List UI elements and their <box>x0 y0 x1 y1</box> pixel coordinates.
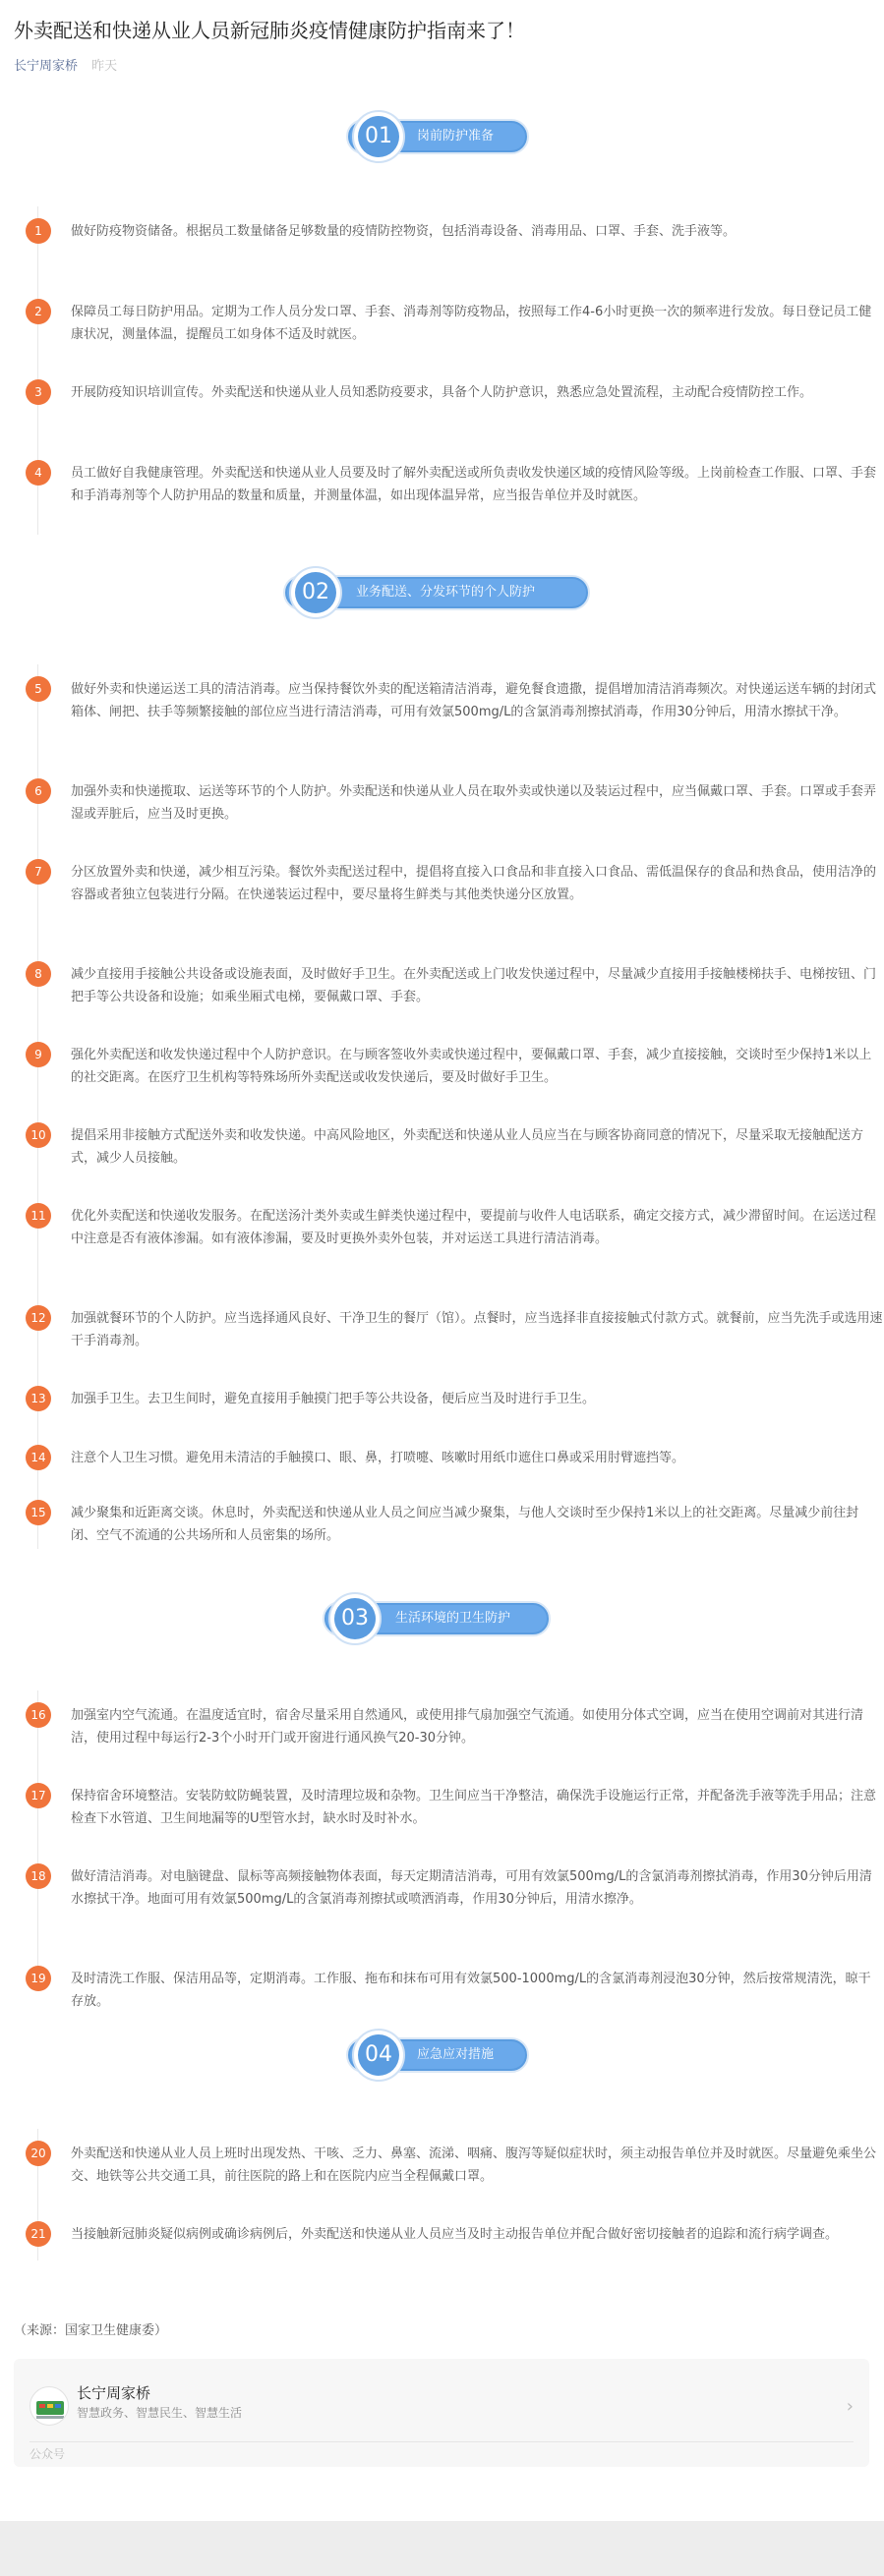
item-number-badge: 19 <box>26 1966 51 1991</box>
item-number-badge: 14 <box>26 1445 51 1470</box>
item-text: 外卖配送和快递从业人员上班时出现发热、干咳、乏力、鼻塞、流涕、咽痛、腹泻等疑似症状时，须主动报告单位并及时就医。尽量避免乘坐公交、地铁等公共交通工具，前往医院的路上和在医院内应当全程佩戴口罩。 <box>71 2147 877 2184</box>
section-title: 岗前防护准备 <box>417 129 495 143</box>
item-number-badge: 13 <box>26 1386 51 1411</box>
item-text: 做好防疫物资储备。根据员工数量储备足够数量的疫情防控物资，包括消毒设备、消毒用品、口罩、手套、洗手液等。 <box>71 224 737 239</box>
item-text: 当接触新冠肺炎疑似病例或确诊病例后，外卖配送和快递从业人员应当及时主动报告单位并配合做好密切接触者的追踪和流行病学调查。 <box>71 2227 839 2242</box>
account-logo-icon <box>29 2386 69 2426</box>
item-text: 减少直接用手接触公共设备或设施表面，及时做好手卫生。在外卖配送或上门收发快递过程中，尽量减少直接用手接触楼梯扶手、电梯按钮、门把手等公共设备和设施；如乘坐厢式电梯，要佩戴口罩、手套。 <box>71 967 877 1004</box>
item-number-badge: 6 <box>26 778 51 804</box>
item-number-badge: 12 <box>26 1305 51 1331</box>
section-title: 生活环境的卫生防护 <box>395 1611 511 1626</box>
item-text: 注意个人卫生习惯。避免用未清洁的手触摸口、眼、鼻，打喷嚏、咳嗽时用纸巾遮住口鼻或采用肘臂遮挡等。 <box>71 1451 685 1465</box>
item-text: 减少聚集和近距离交谈。休息时，外卖配送和快递从业人员之间应当减少聚集，与他人交谈时至少保持1米以上的社交距离。尽量减少前往封闭、空气不流通的公共场所和人员密集的场所。 <box>71 1506 859 1543</box>
item-number-badge: 3 <box>26 379 51 405</box>
section-title: 业务配送、分发环节的个人防护 <box>356 585 536 600</box>
item-number-badge: 4 <box>26 460 51 486</box>
card-account-name: 长宁周家桥 <box>77 2384 151 2402</box>
section-number-badge: 02 <box>289 566 342 619</box>
item-text: 加强就餐环节的个人防护。应当选择通风良好、干净卫生的餐厅（馆）。点餐时，应当选择非直接接触式付款方式。就餐前，应当先洗手或选用速干手消毒剂。 <box>71 1311 883 1348</box>
section-title: 应急应对措施 <box>417 2047 495 2062</box>
item-number-badge: 1 <box>26 218 51 244</box>
item-text: 及时清洗工作服、保洁用品等，定期消毒。工作服、拖布和抹布可用有效氯500-1000mg/L的含氯消毒剂浸泡30分钟，然后按常规清洗，晾干存放。 <box>71 1972 871 2009</box>
item-number-badge: 7 <box>26 859 51 885</box>
item-text: 加强室内空气流通。在温度适宜时，宿舍尽量采用自然通风，或使用排气扇加强空气流通。如使用分体式空调，应当在使用空调前对其进行清洁，使用过程中每运行2-3个小时开门或开窗进行通风换气20-30分钟。 <box>71 1708 864 1746</box>
section-number-badge: 01 <box>352 110 405 163</box>
item-text: 加强手卫生。去卫生间时，避免直接用手触摸门把手等公共设备，便后应当及时进行手卫生。 <box>71 1392 596 1406</box>
section-header-1 <box>0 110 884 163</box>
item-number-badge: 15 <box>26 1500 51 1525</box>
item-text: 优化外卖配送和快递收发服务。在配送汤汁类外卖或生鲜类快递过程中，要提前与收件人电话联系，确定交接方式，减少滞留时间。在运送过程中注意是否有液体渗漏。如有液体渗漏，要及时更换外卖外包装，并对运送工具进行清洁消毒。 <box>71 1209 877 1246</box>
item-number-badge: 18 <box>26 1863 51 1889</box>
section-header-3 <box>0 1592 884 1645</box>
item-text: 保持宿舍环境整洁。安装防蚊防蝇装置，及时清理垃圾和杂物。卫生间应当干净整洁，确保洗手设施运行正常，并配备洗手液等洗手用品；注意检查下水管道、卫生间地漏等的U型管水封，缺水时及时补水。 <box>71 1789 877 1826</box>
item-number-badge: 10 <box>26 1122 51 1148</box>
item-number-badge: 9 <box>26 1042 51 1067</box>
item-text: 保障员工每日防护用品。定期为工作人员分发口罩、手套、消毒剂等防疫物品，按照每工作4-6小时更换一次的频率进行发放。每日登记员工健康状况，测量体温，提醒员工如身体不适及时就医。 <box>71 305 872 342</box>
source-note: （来源：国家卫生健康委） <box>14 2323 168 2338</box>
item-text: 强化外卖配送和收发快递过程中个人防护意识。在与顾客签收外卖或快递过程中，要佩戴口罩、手套，减少直接接触，交谈时至少保持1米以上的社交距离。在医疗卫生机构等特殊场所外卖配送或收发快递后，要及时做好手卫生。 <box>71 1048 872 1085</box>
chevron-right-icon[interactable]: › <box>846 2396 854 2417</box>
timeline-line <box>37 1690 38 1985</box>
account-name-link[interactable]: 长宁周家桥 <box>14 59 79 74</box>
publish-time: 昨天 <box>91 59 118 74</box>
item-number-badge: 17 <box>26 1783 51 1808</box>
section-number-badge: 03 <box>328 1592 382 1645</box>
article-title: 外卖配送和快递从业人员新冠肺炎疫情健康防护指南来了！ <box>14 19 525 42</box>
item-text: 提倡采用非接触方式配送外卖和收发快递。中高风险地区，外卖配送和快递从业人员应当在与顾客协商同意的情况下，尽量采取无接触配送方式，减少人员接触。 <box>71 1128 864 1166</box>
item-text: 分区放置外卖和快递，减少相互污染。餐饮外卖配送过程中，提倡将直接入口食品和非直接入口食品、需低温保存的食品和热食品，使用洁净的容器或者独立包装进行分隔。在快递装运过程中，要尽量将生鲜类与其他类快递分区放置。 <box>71 865 877 902</box>
item-text: 加强外卖和快递揽取、运送等环节的个人防护。外卖配送和快递从业人员在取外卖或快递以及装运过程中，应当佩戴口罩、手套。口罩或手套弄湿或弄脏后，应当及时更换。 <box>71 784 877 822</box>
card-type-label: 公众号 <box>29 2447 66 2461</box>
section-number-badge: 04 <box>352 2029 405 2082</box>
item-text: 开展防疫知识培训宣传。外卖配送和快递从业人员知悉防疫要求，具备个人防护意识，熟悉应急处置流程，主动配合疫情防控工作。 <box>71 385 813 400</box>
item-number-badge: 21 <box>26 2221 51 2247</box>
account-card[interactable] <box>14 2359 869 2467</box>
item-number-badge: 8 <box>26 961 51 987</box>
section-header-4 <box>0 2029 884 2082</box>
article-meta <box>14 55 117 74</box>
card-account-desc: 智慧政务、智慧民生、智慧生活 <box>77 2406 243 2420</box>
item-number-badge: 2 <box>26 299 51 324</box>
item-text: 员工做好自我健康管理。外卖配送和快递从业人员要及时了解外卖配送或所负责收发快递区域的疫情风险等级。上岗前检查工作服、口罩、手套和手消毒剂等个人防护用品的数量和质量，并测量体温，如出现体温异常，应当报告单位并及时就医。 <box>71 466 877 503</box>
section-header-2 <box>0 566 884 619</box>
item-number-badge: 20 <box>26 2141 51 2166</box>
bottom-bar <box>0 2521 884 2576</box>
item-number-badge: 16 <box>26 1702 51 1728</box>
item-text: 做好外卖和快递运送工具的清洁消毒。应当保持餐饮外卖的配送箱清洁消毒，避免餐食遗撒，提倡增加清洁消毒频次。对快递运送车辆的封闭式箱体、闸把、扶手等频繁接触的部位应当进行清洁消毒，可用有效氯500mg/L的含氯消毒剂擦拭消毒，作用30分钟后，用清水擦拭干净。 <box>71 682 877 719</box>
item-number-badge: 11 <box>26 1203 51 1229</box>
divider <box>29 2441 854 2442</box>
item-text: 做好清洁消毒。对电脑键盘、鼠标等高频接触物体表面，每天定期清洁消毒，可用有效氯500mg/L的含氯消毒剂擦拭消毒，作用30分钟后用清水擦拭干净。地面可用有效氯500mg/L的含氯消毒剂擦拭或喷洒消毒，作用30分钟后，用清水擦净。 <box>71 1869 872 1907</box>
item-number-badge: 5 <box>26 676 51 702</box>
